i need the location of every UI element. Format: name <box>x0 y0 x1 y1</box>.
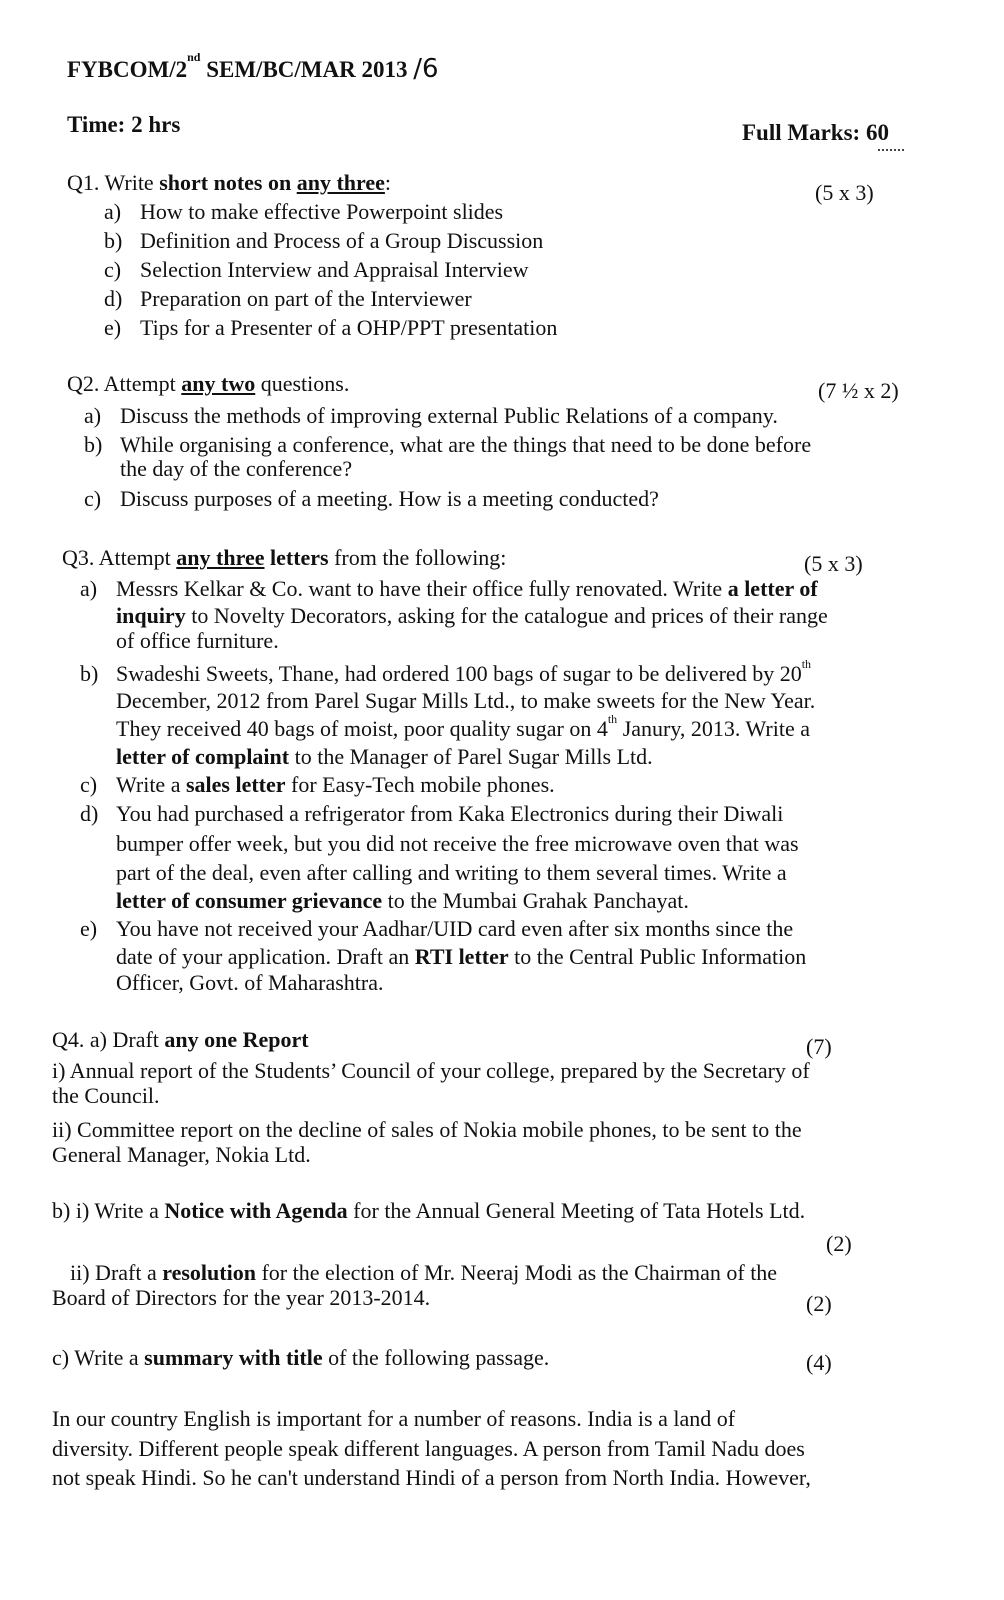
item-text: Selection Interview and Appraisal Interview <box>140 257 529 282</box>
q4a-heading <box>52 1027 309 1053</box>
item-text: to the Mumbai Grahak Panchayat. <box>382 888 689 913</box>
passage-line: not speak Hindi. So he can't understand Hindi of a person from North India. However, <box>52 1465 811 1490</box>
item-text: for Easy-Tech mobile phones. <box>285 772 555 797</box>
q4b-ii-marks: (2) <box>806 1291 832 1316</box>
full-marks-label: Full Marks: 60 <box>742 120 889 145</box>
q2-item <box>84 432 811 458</box>
item-text: Definition and Process of a Group Discussion <box>140 228 544 253</box>
item-label: c) <box>80 772 98 797</box>
q1-item <box>104 199 503 225</box>
q4b-ii-text: ii) Draft a <box>70 1260 163 1285</box>
item-label: c) <box>104 257 122 282</box>
item-text: Preparation on part of the Interviewer <box>140 286 472 311</box>
q1-colon: : <box>384 170 392 195</box>
q4a-ii-line: ii) Committee report on the decline of sales of Nokia mobile phones, to be sent to the <box>52 1117 802 1142</box>
q1-bold: short notes on <box>159 170 297 195</box>
q2-underline: any two <box>181 371 256 396</box>
q4b-text: for the Annual General Meeting of Tata Hotels Ltd. <box>347 1198 806 1223</box>
item-label: b) <box>104 228 123 253</box>
superscript: th <box>801 657 812 671</box>
q3-item-d-line <box>116 888 689 914</box>
item-text: Write a <box>116 772 186 797</box>
q3-rest: from the following: <box>328 545 507 570</box>
q1-item <box>104 257 529 283</box>
item-bold: a letter of <box>727 576 818 601</box>
q1-item <box>104 228 543 254</box>
q3-bold: letters <box>264 545 329 570</box>
item-text: While organising a conference, what are the things that need to be done before <box>120 432 812 457</box>
item-label: a) <box>80 576 98 601</box>
item-bold: inquiry <box>116 603 186 628</box>
q2-marks: (7 ½ x 2) <box>818 378 899 403</box>
q3-item-e-line: Officer, Govt. of Maharashtra. <box>116 970 384 995</box>
q4b-ii-line: Board of Directors for the year 2013-2014. <box>52 1285 431 1310</box>
item-bold: letter of complaint <box>116 744 290 769</box>
item-text: Messrs Kelkar & Co. want to have their office fully renovated. Write <box>116 576 728 601</box>
q4a-marks: (7) <box>806 1034 832 1059</box>
item-text: Discuss purposes of a meeting. How is a meeting conducted? <box>120 486 659 511</box>
q4b-i <box>52 1198 805 1224</box>
exam-code-prefix: FYBCOM/2 <box>67 57 188 82</box>
q3-item-b-line: December, 2012 from Parel Sugar Mills Ltd., to make sweets for the New Year. <box>116 688 816 713</box>
item-label: d) <box>104 286 123 311</box>
q3-item-a-line <box>116 603 828 629</box>
q3-number: Q3. Attempt <box>62 545 177 570</box>
q2-item-continuation: the day of the conference? <box>120 456 353 481</box>
passage-line: In our country English is important for a number of reasons. India is a land of <box>52 1406 736 1431</box>
item-text: to the Central Public Information <box>508 944 807 969</box>
q2-number: Q2. Attempt <box>67 371 182 396</box>
q4b-text: b) i) Write a <box>52 1198 165 1223</box>
item-bold: letter of consumer grievance <box>116 888 383 913</box>
exam-code-sup: nd <box>187 50 201 64</box>
q3-item-e <box>80 916 793 942</box>
item-label: c) <box>84 486 102 511</box>
item-label: a) <box>84 403 102 428</box>
q1-heading <box>67 170 391 196</box>
q1-item <box>104 315 557 341</box>
q4a-bold: any one Report <box>164 1027 309 1052</box>
q1-number: Q1. Write <box>67 170 160 195</box>
item-label: a) <box>104 199 122 224</box>
q3-item-d <box>80 801 783 827</box>
q3-marks: (5 x 3) <box>804 551 863 576</box>
q4b-i-marks: (2) <box>826 1231 852 1256</box>
q4a-i-line: the Council. <box>52 1083 160 1108</box>
q3-underline: any three <box>176 545 265 570</box>
q3-item-b-line <box>116 712 810 742</box>
handwritten-page-mark: /6 <box>413 54 439 84</box>
item-text: to the Manager of Parel Sugar Mills Ltd. <box>289 744 653 769</box>
q3-item-a-line: of office furniture. <box>116 628 279 653</box>
item-text: Janury, 2013. Write a <box>617 716 810 741</box>
q4c-bold: summary with title <box>144 1345 323 1370</box>
q4a-text: Q4. a) Draft <box>52 1027 165 1052</box>
exam-code <box>67 50 439 84</box>
exam-code-suffix: SEM/BC/MAR 2013 <box>200 57 408 82</box>
item-text: date of your application. Draft an <box>116 944 415 969</box>
q2-heading <box>67 371 349 397</box>
q3-item-d-line: part of the deal, even after calling and writing to them several times. Write a <box>116 860 787 885</box>
q2-rest: questions. <box>255 371 350 396</box>
q2-item <box>84 486 659 512</box>
item-label: d) <box>80 801 99 826</box>
q4a-ii-line: General Manager, Nokia Ltd. <box>52 1142 311 1167</box>
time-label: Time: 2 hrs <box>67 112 181 137</box>
q3-item-b-line <box>116 744 653 770</box>
item-text: You had purchased a refrigerator from Kaka Electronics during their Diwali <box>116 801 784 826</box>
q4c-text: of the following passage. <box>322 1345 550 1370</box>
q4c-text: c) Write a <box>52 1345 145 1370</box>
superscript: th <box>607 712 618 726</box>
passage-line: diversity. Different people speak different languages. A person from Tamil Nadu does <box>52 1436 805 1461</box>
q4b-ii-bold: resolution <box>162 1260 256 1285</box>
q4c-marks: (4) <box>806 1350 832 1375</box>
q4b-ii <box>70 1260 777 1286</box>
item-bold: RTI letter <box>414 944 509 969</box>
q3-item-a <box>80 576 818 602</box>
item-label: b) <box>84 432 103 457</box>
q4b-ii-text: for the election of Mr. Neeraj Modi as the Chairman of the <box>255 1260 778 1285</box>
q1-item <box>104 286 472 312</box>
q3-item-d-line: bumper offer week, but you did not receive the free microwave oven that was <box>116 831 799 856</box>
q3-item-b <box>80 657 812 687</box>
q4c <box>52 1345 549 1371</box>
q2-item <box>84 403 778 429</box>
item-bold: sales letter <box>185 772 286 797</box>
q4a-i-line: i) Annual report of the Students’ Council of your college, prepared by the Secretary of <box>52 1058 810 1083</box>
q3-item-c <box>80 772 555 798</box>
item-text: Tips for a Presenter of a OHP/PPT presentation <box>140 315 558 340</box>
item-label: e) <box>104 315 122 340</box>
q1-underline: any three <box>296 170 385 195</box>
q4b-bold: Notice with Agenda <box>164 1198 348 1223</box>
q3-item-e-line <box>116 944 806 970</box>
item-label: e) <box>80 916 98 941</box>
q1-marks: (5 x 3) <box>815 180 874 205</box>
item-text: to Novelty Decorators, asking for the catalogue and prices of their range <box>185 603 828 628</box>
q3-heading <box>62 545 506 571</box>
item-text: How to make effective Powerpoint slides <box>140 199 504 224</box>
ink-mark <box>878 149 904 155</box>
item-text: You have not received your Aadhar/UID card even after six months since the <box>116 916 794 941</box>
item-text: Discuss the methods of improving external Public Relations of a company. <box>120 403 778 428</box>
item-label: b) <box>80 661 99 686</box>
item-text: They received 40 bags of moist, poor quality sugar on 4 <box>116 716 608 741</box>
item-text: Swadeshi Sweets, Thane, had ordered 100 bags of sugar to be delivered by 20 <box>116 661 802 686</box>
